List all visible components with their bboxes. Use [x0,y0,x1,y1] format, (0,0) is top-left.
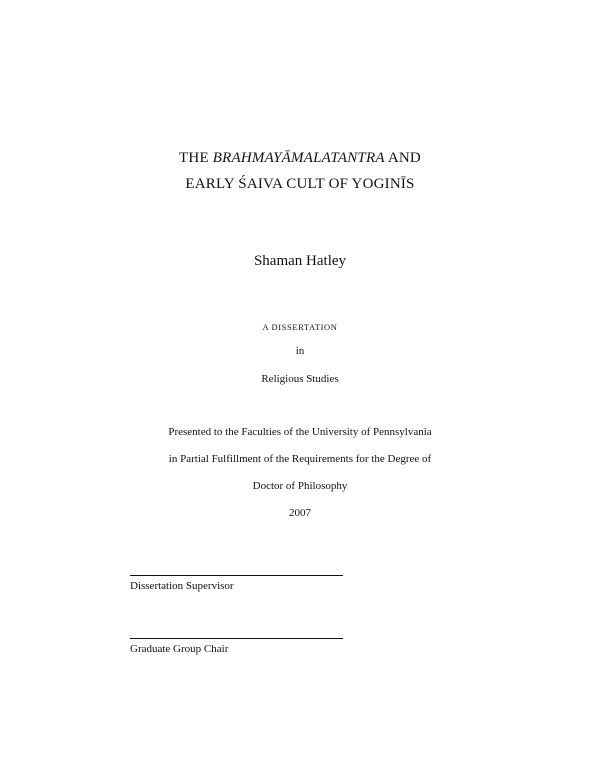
chair-label: Graduate Group Chair [130,643,229,655]
degree-name: Doctor of Philosophy [252,480,348,492]
year: 2007 [289,507,311,519]
title-prefix: THE [179,150,213,166]
supervisor-signature-line [130,575,343,576]
title-suffix: AND [384,150,421,166]
title-line-1 [0,150,600,167]
presentation-line-2: in Partial Fulfillment of the Requirements for the Degree of [168,453,432,465]
supervisor-label: Dissertation Supervisor [130,580,234,592]
author-name: Shaman Hatley [253,253,347,269]
in-word: in [295,345,305,357]
dissertation-label: A DISSERTATION [262,322,338,332]
chair-signature-line [130,638,343,639]
title-italic: BRAHMAYĀMALATANTRA [212,150,385,166]
presentation-line-1: Presented to the Faculties of the University of Pennsylvania [168,426,432,438]
field-of-study: Religious Studies [261,373,339,385]
title-line-2: EARLY ŚAIVA CULT OF YOGINĪS [185,176,415,192]
